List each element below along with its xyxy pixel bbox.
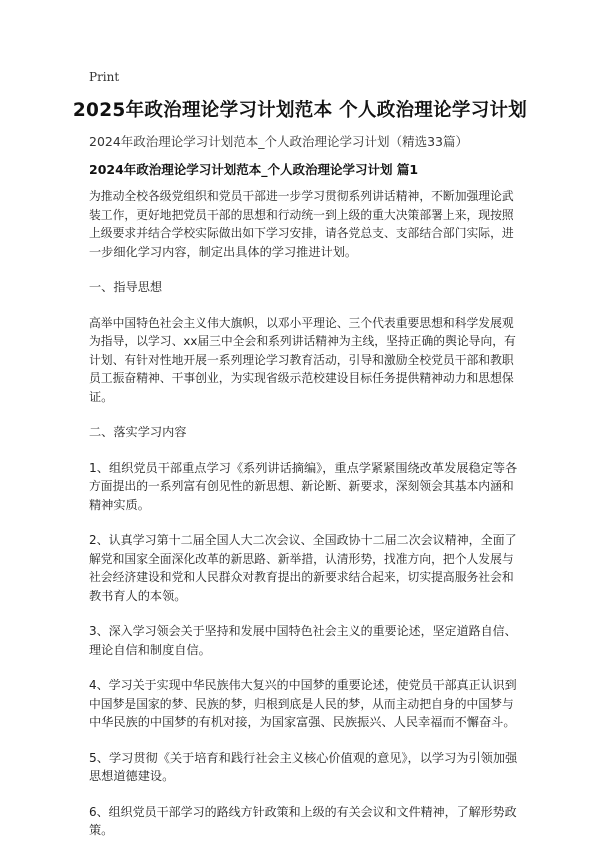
paragraph	[89, 314, 517, 407]
paragraph	[89, 749, 517, 786]
paragraph-line: 为指导，以学习、xx届三中全会和系列讲话精神为主线，坚持正确的舆论导向，有	[89, 334, 516, 348]
paragraph-line: 上级要求并结合学校实际做出如下学习安排，请各党总支、支部结合部门实际，进	[89, 226, 514, 240]
paragraph-line: 6、组织党员干部学习的路线方针政策和上级的有关会议和文件精神，了解形势政	[89, 804, 517, 819]
paragraph-line: 理论自信和制度自信。	[89, 642, 211, 657]
paragraph	[89, 278, 517, 297]
paragraph-line: 一、指导思想	[89, 280, 163, 294]
paragraph-line: 5、学习贯彻《关于培育和践行社会主义核心价值观的意见》，以学习为引领加强	[89, 750, 518, 765]
paragraph-line: 教书育人的本领。	[89, 588, 187, 603]
document-subtitle: 2024年政治理论学习计划范本_个人政治理论学习计划（精选33篇）	[89, 134, 468, 149]
paragraph-line: 高举中国特色社会主义伟大旗帜，以邓小平理论、三个代表重要思想和科学发展观	[89, 315, 514, 330]
paragraph	[89, 187, 517, 261]
paragraph-line: 一步细化学习内容，制定出具体的学习推进计划。	[89, 244, 358, 259]
paragraph-line: 3、深入学习领会关于坚持和发展中国特色社会主义的重要论述，坚定道路自信、	[89, 624, 517, 638]
print-link[interactable]: Print	[89, 70, 120, 84]
document-body	[89, 187, 517, 857]
paragraph	[89, 531, 517, 605]
paragraph-line: 中国梦是国家的梦、民族的梦，归根到底是人民的梦，从而主动把自身的中国梦与	[89, 696, 514, 711]
paragraph-line: 为推动全校各级党组织和党员干部进一步学习贯彻系列讲话精神，不断加强理论武	[89, 189, 514, 203]
paragraph-line: 策。	[89, 823, 114, 837]
paragraph-line: 中华民族的中国梦的有机对接，为国家富强、民族振兴、人民幸福而不懈奋斗。	[89, 715, 516, 729]
paragraph-line: 思想道德建设。	[89, 769, 175, 783]
paragraph-line: 员工振奋精神、干事创业，为实现省级示范校建设目标任务提供精神动力和思想保	[89, 371, 514, 385]
paragraph	[89, 622, 517, 659]
paragraph	[89, 459, 517, 515]
paragraph-line: 解党和国家全面深化改革的新思路、新举措，认清形势，找准方向，把个人发展与	[89, 551, 514, 566]
paragraph-line: 4、学习关于实现中华民族伟大复兴的中国梦的重要论述，使党员干部真正认识到	[89, 678, 517, 692]
page-title: 2025年政治理论学习计划范本 个人政治理论学习计划	[72, 100, 528, 121]
section-heading: 2024年政治理论学习计划范本_个人政治理论学习计划 篇1	[89, 162, 419, 177]
paragraph-line: 精神实质。	[89, 497, 150, 512]
paragraph-line: 计划、有针对性地开展一系列理论学习教育活动，引导和激励全校党员干部和教职	[89, 352, 514, 367]
paragraph-line: 证。	[89, 389, 114, 404]
paragraph-line: 1、组织党员干部重点学习《系列讲话摘编》，重点学紧紧围绕改革发展稳定等各	[89, 460, 518, 475]
paragraph-line: 2、认真学习第十二届全国人大二次会议、全国政协十二届二次会议精神，全面了	[89, 533, 517, 547]
paragraph	[89, 803, 517, 840]
paragraph-line: 装工作，更好地把党员干部的思想和行动统一到上级的重大决策部署上来，现按照	[89, 207, 514, 222]
paragraph-line: 社会经济建设和党和人民群众对教育提出的新要求结合起来，切实提高服务社会和	[89, 570, 514, 584]
paragraph	[89, 676, 517, 732]
paragraph	[89, 423, 517, 442]
paragraph-line: 二、落实学习内容	[89, 425, 187, 439]
paragraph-line: 方面提出的一系列富有创见性的新思想、新论断、新要求，深刻领会其基本内涵和	[89, 479, 514, 493]
